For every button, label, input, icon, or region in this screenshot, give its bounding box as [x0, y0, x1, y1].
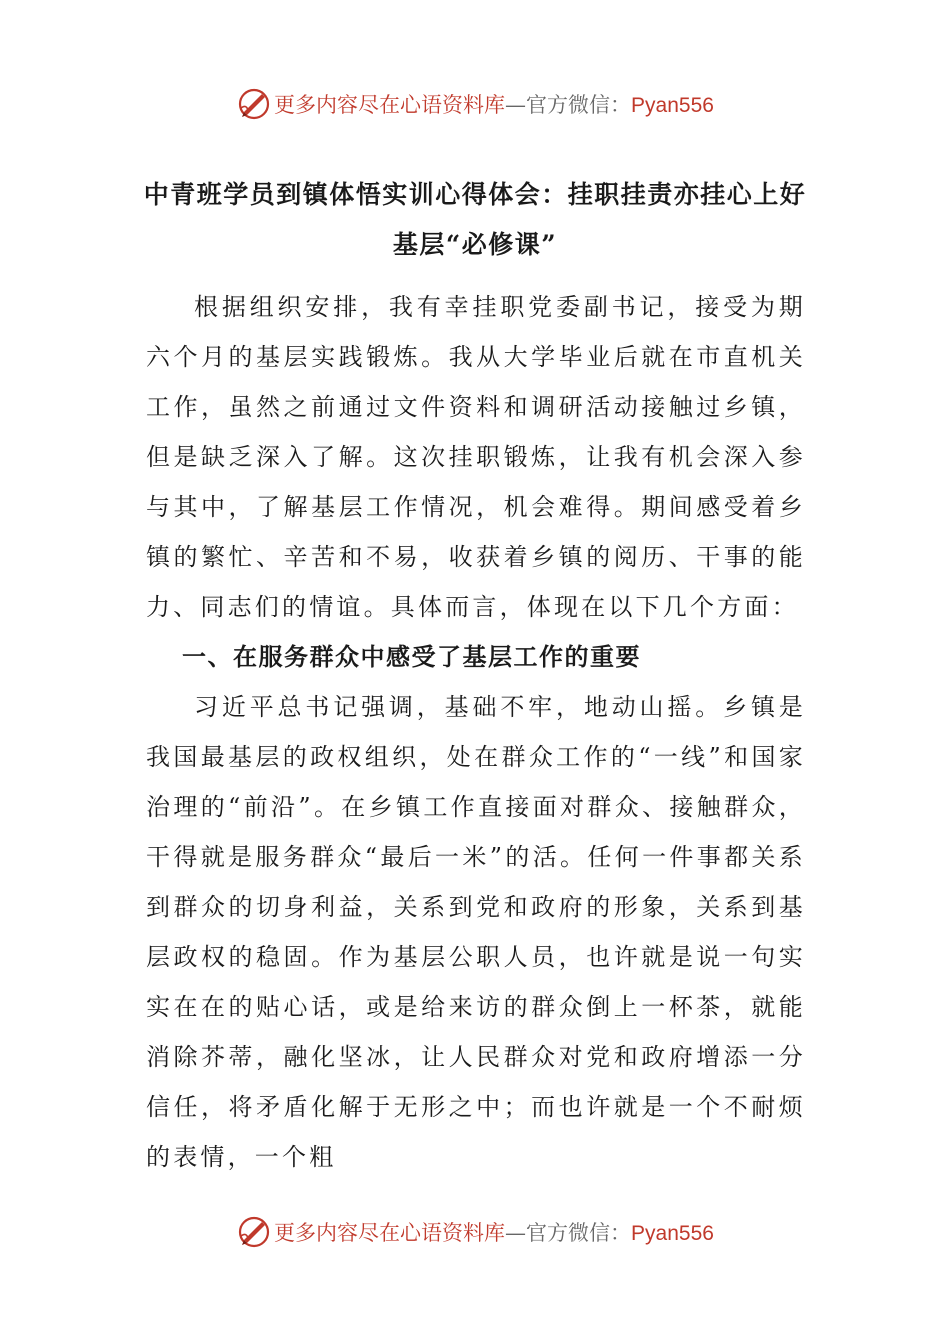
pen-logo-icon — [236, 1214, 272, 1250]
header-watermark-banner — [0, 84, 950, 124]
document-body — [146, 282, 806, 1182]
banner-brand-text: 更多内容尽在心语资料库 — [274, 93, 506, 117]
section-1-paragraph: 习近平总书记强调，基础不牢，地动山摇。乡镇是我国最基层的政权组织，处在群众工作的“一线”和国家治理的“前沿”。在乡镇工作直接面对群众、接触群众，干得就是服务群众“最后一米”的活。任何一件事都关系到群众的切身利益，关系到党和政府的形象，关系到基层政权的稳固。作为基层公职人员，也许就是说一句实实在在的贴心话，或是给来访的群众倒上一杯茶，就能消除芥蒂，融化坚冰，让人民群众对党和政府增添一分信任，将矛盾化解于无形之中；而也许就是一个不耐烦的表情，一个粗 — [146, 693, 806, 1171]
banner-official-text: 官方微信： — [526, 1221, 632, 1245]
banner-wechat-id: Pyan556 — [631, 94, 714, 117]
banner-official-text: 官方微信： — [526, 93, 632, 117]
title-line-1: 中青班学员到镇体悟实训心得体会：挂职挂责亦挂心上好 — [143, 180, 807, 209]
banner-brand-text: 更多内容尽在心语资料库 — [274, 1221, 506, 1245]
document-title — [140, 170, 810, 270]
pen-logo-icon — [236, 86, 272, 122]
banner-dash: — — [505, 1221, 527, 1245]
title-line-2: 基层“必修课” — [392, 230, 558, 259]
banner-wechat-id: Pyan556 — [631, 1222, 714, 1245]
section-1-heading: 一、在服务群众中感受了基层工作的重要 — [182, 642, 641, 671]
footer-watermark-banner — [0, 1212, 950, 1252]
intro-paragraph: 根据组织安排，我有幸挂职党委副书记，接受为期六个月的基层实践锻炼。我从大学毕业后就在市直机关工作，虽然之前通过文件资料和调研活动接触过乡镇，但是缺乏深入了解。这次挂职锻炼，让我有机会深入参与其中，了解基层工作情况，机会难得。期间感受着乡镇的繁忙、辛苦和不易，收获着乡镇的阅历、干事的能力、同志们的情谊。具体而言，体现在以下几个方面： — [146, 293, 806, 621]
banner-dash: — — [505, 93, 527, 117]
